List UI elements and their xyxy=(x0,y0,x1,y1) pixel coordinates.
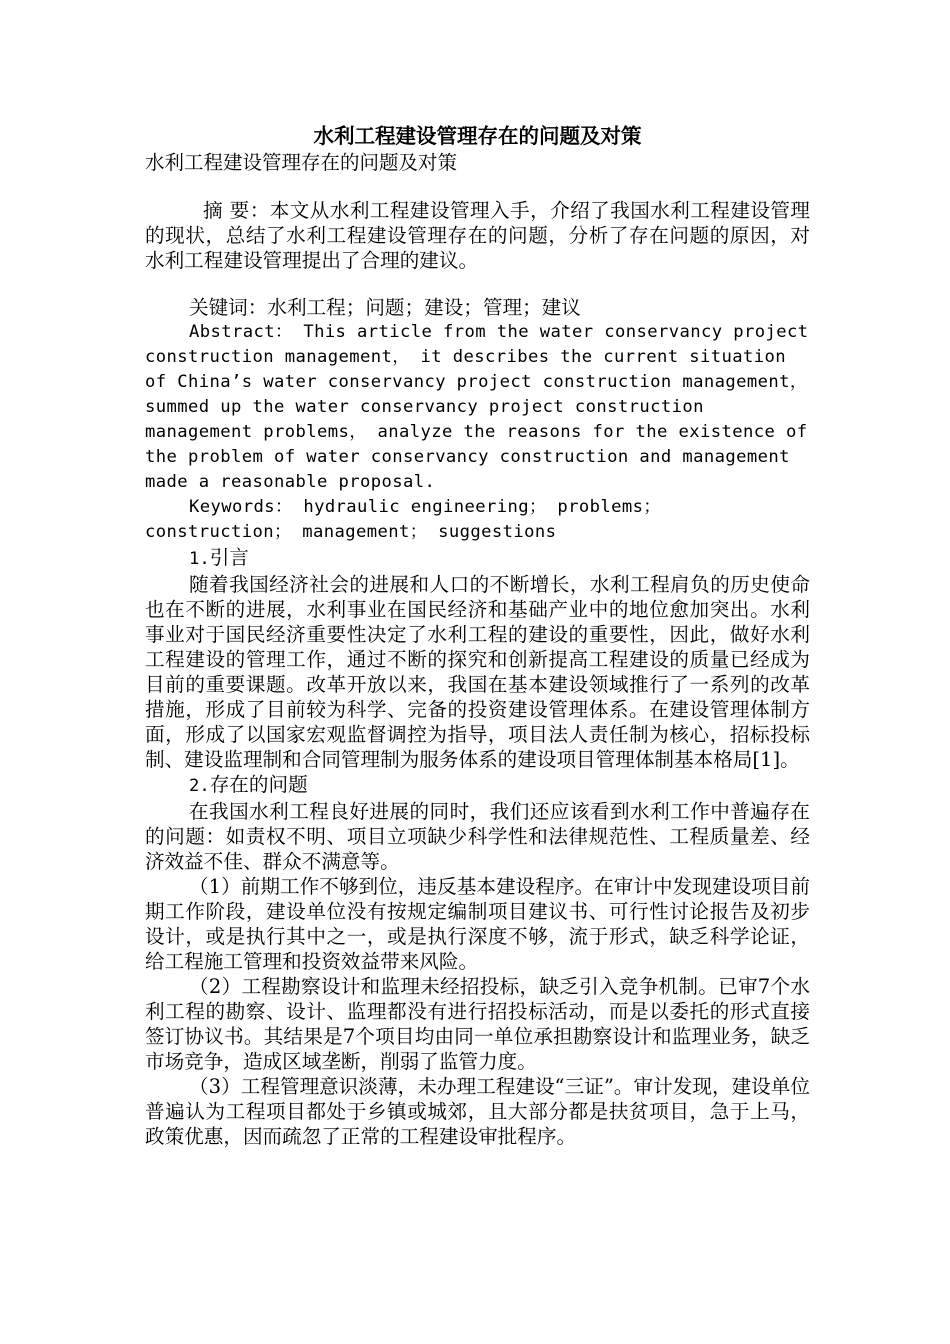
keywords-cn: 关键词：水利工程；问题；建设；管理；建议 xyxy=(189,296,581,319)
spacer xyxy=(145,273,810,295)
section-2-item-3: （3）工程管理意识淡薄，未办理工程建设“三证”。审计发现，建设单位普遍认为工程项目都处于乡镇或城郊，且大部分都是扶贫项目，急于上马，政策优惠，因而疏忽了正常的工程建设审批程序。 xyxy=(145,1075,810,1148)
abstract-cn: 摘 要：本文从水利工程建设管理入手，介绍了我国水利工程建设管理的现状，总结了水利工程建设管理存在的问题，分析了存在问题的原因，对水利工程建设管理提出了合理的建议。 xyxy=(145,199,810,272)
document-subtitle: 水利工程建设管理存在的问题及对策 xyxy=(145,151,458,174)
section-1-paragraph: 随着我国经济社会的进展和人口的不断增长，水利工程肩负的历史使命也在不断的进展，水利事业在国民经济和基础产业中的地位愈加突出。水利事业对于国民经济重要性决定了水利工程的建设的重要性，因此，做好水利工程建设的管理工作，通过不断的探究和创新提高工程建设的质量已经成为目前的重要课题。改革开放以来，我国在基本建设领域推行了一系列的改革措施，形成了目前较为科学、完备的投资建设管理体系。在建设管理体制方面，形成了以国家宏观监督调控为指导，项目法人责任制为核心，招标投标制、建设监理制和合同管理制为服务体系的建设项目管理体制基本格局[1]。 xyxy=(145,573,810,771)
section-1-number: 1. xyxy=(189,549,210,569)
section-2-item-2: （2）工程勘察设计和监理未经招投标，缺乏引入竞争机制。已审7个水利工程的勘察、设计、监理都没有进行招投标活动，而是以委托的形式直接签订协议书。其结果是7个项目均由同一单位承担勘察设计和监理业务，缺乏市场竞争，造成区域垄断，削弱了监管力度。 xyxy=(145,975,810,1073)
section-2-intro: 在我国水利工程良好进展的同时，我们还应该看到水利工作中普遍存在的问题：如责权不明、项目立项缺少科学性和法律规范性、工程质量差、经济效益不佳、群众不满意等。 xyxy=(145,800,810,873)
section-2-item-1: （1）前期工作不够到位，违反基本建设程序。在审计中发现建设项目前期工作阶段，建设单位没有按规定编制项目建议书、可行性讨论报告及初步设计，或是执行其中之一，或是执行深度不够，流于形式，缺乏科学论证，给工程施工管理和投资效益带来风险。 xyxy=(145,875,810,973)
section-2-heading xyxy=(145,772,810,799)
section-1-heading xyxy=(145,545,810,572)
section-2-title: 存在的问题 xyxy=(209,773,308,796)
keywords-en: Keywords： hydraulic engineering； problems； construction； management； suggestions xyxy=(145,497,661,542)
spacer xyxy=(145,175,810,198)
section-2-number: 2. xyxy=(189,776,210,796)
document-page xyxy=(145,122,810,1149)
section-1-title: 引言 xyxy=(209,546,249,569)
abstract-en: Abstract： This article from the water conservancy project construction management， it describes the current situation of China’s water conservancy project construction management， summed up the water conservancy project construction management problems， analyze the reasons for the existence of the problem of water conservancy construction and management made a reasonable proposal. xyxy=(145,322,809,492)
document-title: 水利工程建设管理存在的问题及对策 xyxy=(313,124,642,148)
